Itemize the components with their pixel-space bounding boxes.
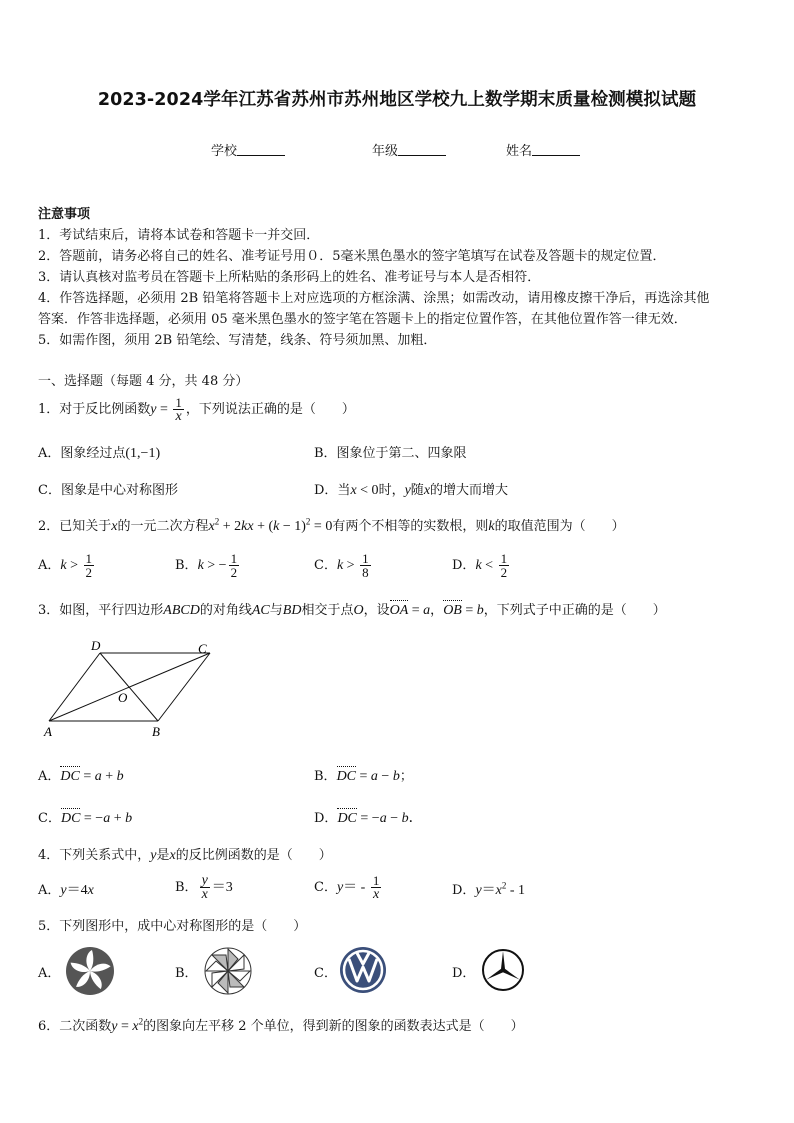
q5-option-b[interactable]: B．: [175, 966, 198, 981]
notice-item: 答案．作答非选择题，必须用 05 毫米黑色墨水的签字笔在答题卡上的指定位置作答，在其他位置作答一律无效．: [38, 312, 687, 327]
grade-field[interactable]: 年级: [372, 140, 446, 159]
q3-option-b[interactable]: B．DC = a − b；: [314, 769, 413, 784]
q1-option-b[interactable]: B．图象位于第二、四象限: [314, 446, 467, 461]
vw-logo-icon: [338, 945, 388, 995]
q4-option-d[interactable]: D．$y=x^2 - 1$: [452, 880, 526, 898]
q2-option-a[interactable]: A．k > $\frac{1}{2}$: [38, 551, 93, 580]
parallelogram-figure: [38, 636, 228, 742]
question-5: 5．下列图形中，成中心对称图形的是（ ）: [38, 919, 307, 934]
q4-option-b[interactable]: B． $\frac{y}{x}$ ＝3: [175, 873, 233, 902]
question-3: 3．如图，平行四边形ABCD的对角线AC与BD相交于点O，设OA = a，OB = b，下列式子中正确的是（ ）: [38, 603, 666, 618]
bauhinia-emblem-icon: [64, 945, 116, 997]
label-c: C: [198, 641, 207, 656]
mercedes-star-icon: [480, 947, 526, 993]
label-a: A: [44, 724, 52, 739]
q1-option-c[interactable]: C．图象是中心对称图形: [38, 483, 178, 498]
q4-option-a[interactable]: A．y＝4x: [38, 883, 94, 898]
notice-item: 1．考试结束后，请将本试卷和答题卡一并交回．: [38, 228, 320, 243]
question-2: 2．已知关于x的一元二次方程$x^2 + 2kx + (k - 1)^2 = 0$有两个不相等的实数根，则k的取值范围为（ ）: [38, 516, 625, 534]
question-6: 6．二次函数$y = x^2$的图象向左平移 2 个单位，得到新的图象的函数表达式是（ ）: [38, 1016, 524, 1034]
notice-item: 3．请认真核对监考员在答题卡上所粘贴的条形码上的姓名、准考证号与本人是否相符．: [38, 270, 541, 285]
q2-option-b[interactable]: B．k > − $\frac{1}{2}$: [175, 551, 238, 580]
school-field[interactable]: 学校: [211, 140, 285, 159]
name-field[interactable]: 姓名: [506, 140, 580, 159]
q2-option-d[interactable]: D．k < $\frac{1}{2}$: [452, 551, 508, 580]
q2-option-c[interactable]: C．k > $\frac{1}{8}$: [314, 551, 369, 580]
question-4: 4．下列关系式中，y是x的反比例函数的是（ ）: [38, 848, 332, 863]
q5-option-c[interactable]: C．: [314, 966, 337, 981]
q4-option-c[interactable]: C．y＝ - $\frac{1}{x}$: [314, 873, 380, 902]
label-o: O: [118, 690, 128, 705]
pinwheel-icon: [202, 945, 254, 997]
q3-option-a[interactable]: A．DC = a + b: [38, 769, 124, 784]
label-b: B: [152, 724, 160, 739]
q1-option-d[interactable]: D．当x < 0时，y随x的增大而增大: [314, 483, 509, 498]
q3-option-c[interactable]: C．DC = −a + b: [38, 811, 133, 826]
q5-option-d[interactable]: D．: [452, 966, 476, 981]
question-1: 1．对于反比例函数y = $\frac{1}{x}$ ，下列说法正确的是（ ）: [38, 395, 355, 424]
page-title: 2023-2024学年江苏省苏州市苏州地区学校九上数学期末质量检测模拟试题: [97, 90, 697, 110]
q5-option-a[interactable]: A．: [38, 966, 61, 981]
q3-option-d[interactable]: D．DC = −a − b．: [314, 811, 423, 826]
notice-item: 2．答题前，请务必将自己的姓名、准考证号用０．5毫米黑色墨水的签字笔填写在试卷及答题卡的规定位置．: [38, 249, 666, 264]
notice-item: 5．如需作图，须用 2B 铅笔绘、写清楚，线条、符号须加黑、加粗．: [38, 333, 437, 348]
label-d: D: [91, 638, 101, 653]
notice-item: 4．作答选择题，必须用 2B 铅笔将答题卡上对应选项的方框涂满、涂黑；如需改动，请用橡皮擦干净后，再选涂其他: [38, 291, 710, 306]
section-heading: 一、选择题（每题 4 分，共 48 分）: [38, 374, 249, 389]
q1-option-a[interactable]: A．图象经过点(1,−1): [38, 446, 161, 461]
notice-heading: 注意事项: [38, 207, 91, 222]
